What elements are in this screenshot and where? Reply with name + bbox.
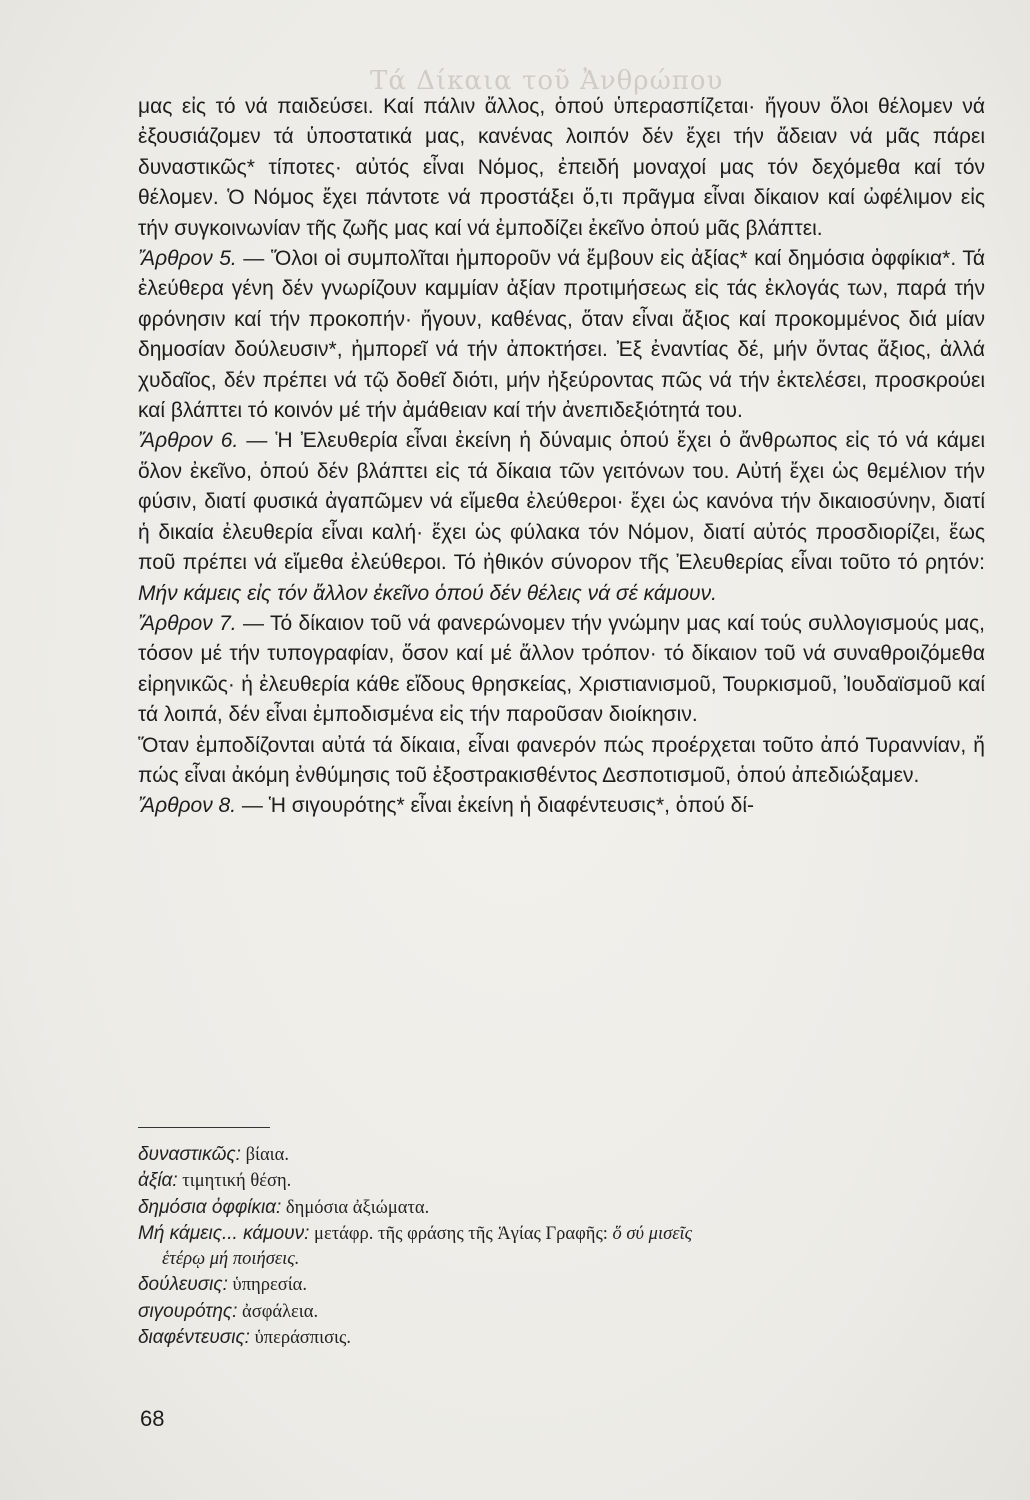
footnote: [138, 1325, 985, 1351]
footnote-gloss-italic-cont: ἑτέρῳ μή ποιήσεις.: [162, 1249, 300, 1270]
article-5: [138, 244, 985, 426]
footnote: [138, 1195, 985, 1221]
paragraph-continuation: μας εἰς τό νά παιδεύσει. Καί πάλιν ἄλλος, ὁπού ὑπερασπίζεται· ἤγουν ὅλοι θέλομεν νά ἐξουσιάζομεν τά ὑποστατικά μας, κανένας λοιπόν δέν ἔχει τήν ἄδειαν νά μᾶς πάρει δυναστικῶς* τίποτες· αὐτός εἶναι Νόμος, ἐπειδή μοναχοί μας τόν δεχόμεθα καί τόν θέλομεν. Ὁ Νόμος ἔχει πάντοτε νά προστάξει ὅ,τι πρᾶγμα εἶναι δίκαιον καί ὠφέλιμον εἰς τήν συγκοινωνίαν τῆς ζωῆς μας καί νά ἐμποδίζει ἐκεῖνο ὁπού μᾶς βλάπτει.: [138, 95, 985, 240]
footnote-gloss: δημόσια ἀξιώματα.: [285, 1197, 430, 1218]
footnote-gloss: ἀσφάλεια.: [242, 1301, 319, 1322]
footnote: [138, 1168, 985, 1194]
footnote-term: ἀξία:: [138, 1170, 178, 1192]
footnote-term: δυναστικῶς:: [138, 1144, 241, 1165]
article-8-label: Ἄρθρον 8.: [138, 794, 237, 818]
footnote-gloss: μετάφρ. τῆς φράσης τῆς Ἁγίας Γραφῆς:: [314, 1223, 608, 1244]
footnote-gloss: βίαια.: [245, 1145, 289, 1165]
footnote-gloss-italic: ὅ σύ μισεῖς: [612, 1223, 693, 1244]
article-5-text: — Ὅλοι οἱ συμπολῖται ἠμποροῦν νά ἔμβουν εἰς ἀξίας* καί δημόσια ὀφφίκια*. Τά ἐλεύθερα γένη δέν γνωρίζουν καμμίαν ἀξίαν προτιμήσεως εἰς τάς ἐκλογάς των, παρά τήν φρόνησιν καί τήν προκοπήν· ἤγουν, καθένας, ὅταν εἶναι ἄξιος καί προκομμένος διά μίαν δημοσίαν δούλευσιν*, ἠμπορεῖ νά τήν ἀποκτήσει. Ἐξ ἐναντίας δέ, μήν ὄντας ἄξιος, ἀλλά χυδαῖος, δέν πρέπει νά τῷ δοθεῖ διότι, μήν ἠξεύροντας πῶς νά τήν ἐκτελέσει, προσκρούει καί βλάπτει τό κοινόν μέ τήν ἀμάθειαν καί τήν ἀνεπιδεξιότητά του.: [138, 247, 985, 423]
footnote-divider: [138, 1127, 270, 1128]
article-6-quote: Μήν κάμεις εἰς τόν ἄλλον ἐκεῖνο ὁπού δέν θέλεις νά σέ κάμουν.: [138, 581, 717, 605]
article-8-text: — Ἡ σιγουρότης* εἶναι ἐκείνη ἡ διαφέντευσις*, ὁπού δί-: [241, 794, 755, 818]
article-6-text: — Ἡ Ἐλευθερία εἶναι ἐκείνη ἡ δύναμις ὁπού ἔχει ὁ ἄνθρωπος εἰς τό νά κάμει ὅλον ἐκεῖνο, ὁπού δέν βλάπτει εἰς τά δίκαια τῶν γειτόνων του. Αὐτή ἔχει ὡς θεμέλιον τήν φύσιν, διατί φυσικά ἀγαπῶμεν νά εἴμεθα ἐλεύθεροι· ἔχει ὡς κανόνα τήν δικαιοσύνην, διατί ἡ δικαία ἐλευθερία εἶναι καλή· ἔχει ὡς φύλακα τόν Νόμον, διατί αὐτός προσδιορίζει, ἕως ποῦ πρέπει νά εἴμεθα ἐλεύθεροι. Τό ἠθικόν σύνορον τῆς Ἐλευθερίας εἶναι τοῦτο τό ρητόν:: [138, 429, 985, 575]
footnote-term: δούλευσις:: [138, 1274, 228, 1296]
article-6: [138, 426, 985, 608]
footnote-term: δημόσια ὀφφίκια:: [138, 1196, 282, 1218]
article-6-label: Ἄρθρον 6.: [138, 429, 239, 453]
footnotes: [138, 1142, 985, 1351]
footnote: [138, 1221, 985, 1247]
footnote-gloss: ὑπηρεσία.: [232, 1275, 307, 1296]
footnote: [138, 1142, 985, 1168]
main-text: [138, 92, 985, 822]
footnote-continuation: [138, 1247, 985, 1272]
footnote-gloss: ὑπεράσπισις.: [254, 1328, 351, 1349]
article-5-label: Ἄρθρον 5.: [138, 247, 237, 271]
bleed-through-header: Τά Δίκαια τοῦ Ἀνθρώπου: [370, 66, 724, 96]
page-number: 68: [140, 1406, 165, 1431]
footnote-term: Μή κάμεις... κάμουν:: [138, 1222, 310, 1244]
footnote-gloss: τιμητική θέση.: [182, 1171, 292, 1192]
footnote-term: σιγουρότης:: [138, 1300, 238, 1322]
article-7-label: Ἄρθρον 7.: [138, 611, 237, 635]
article-7-text: — Τό δίκαιον τοῦ νά φανερώνομεν τήν γνώμην μας καί τούς συλλογισμούς μας, τόσον μέ τήν τυπογραφίαν, ὅσον καί μέ ἄλλον τρόπον· τό δίκαιον τοῦ νά συναθροιζόμεθα εἰρηνικῶς· ἡ ἐλευθερία κάθε εἴδους θρησκείας, Χριστιανισμοῦ, Τουρκισμοῦ, Ἰουδαϊσμοῦ καί τά λοιπά, δέν εἶναι ἐμποδισμένα εἰς τήν παροῦσαν διοίκησιν.: [138, 611, 985, 727]
article-7: [138, 609, 985, 731]
article-8: [138, 791, 985, 821]
footnote-term: διαφέντευσις:: [138, 1327, 250, 1349]
footnote: [138, 1299, 985, 1325]
paragraph-tyranny: Ὅταν ἐμποδίζονται αὐτά τά δίκαια, εἶναι φανερόν πώς προέρχεται τοῦτο ἀπό Τυραννίαν, ἤ πώς εἶναι ἀκόμη ἐνθύμησις τοῦ ἐξοστρακισθέντος Δεσποτισμοῦ, ὁπού ἀπεδιώξαμεν.: [138, 733, 985, 787]
footnote: [138, 1272, 985, 1298]
